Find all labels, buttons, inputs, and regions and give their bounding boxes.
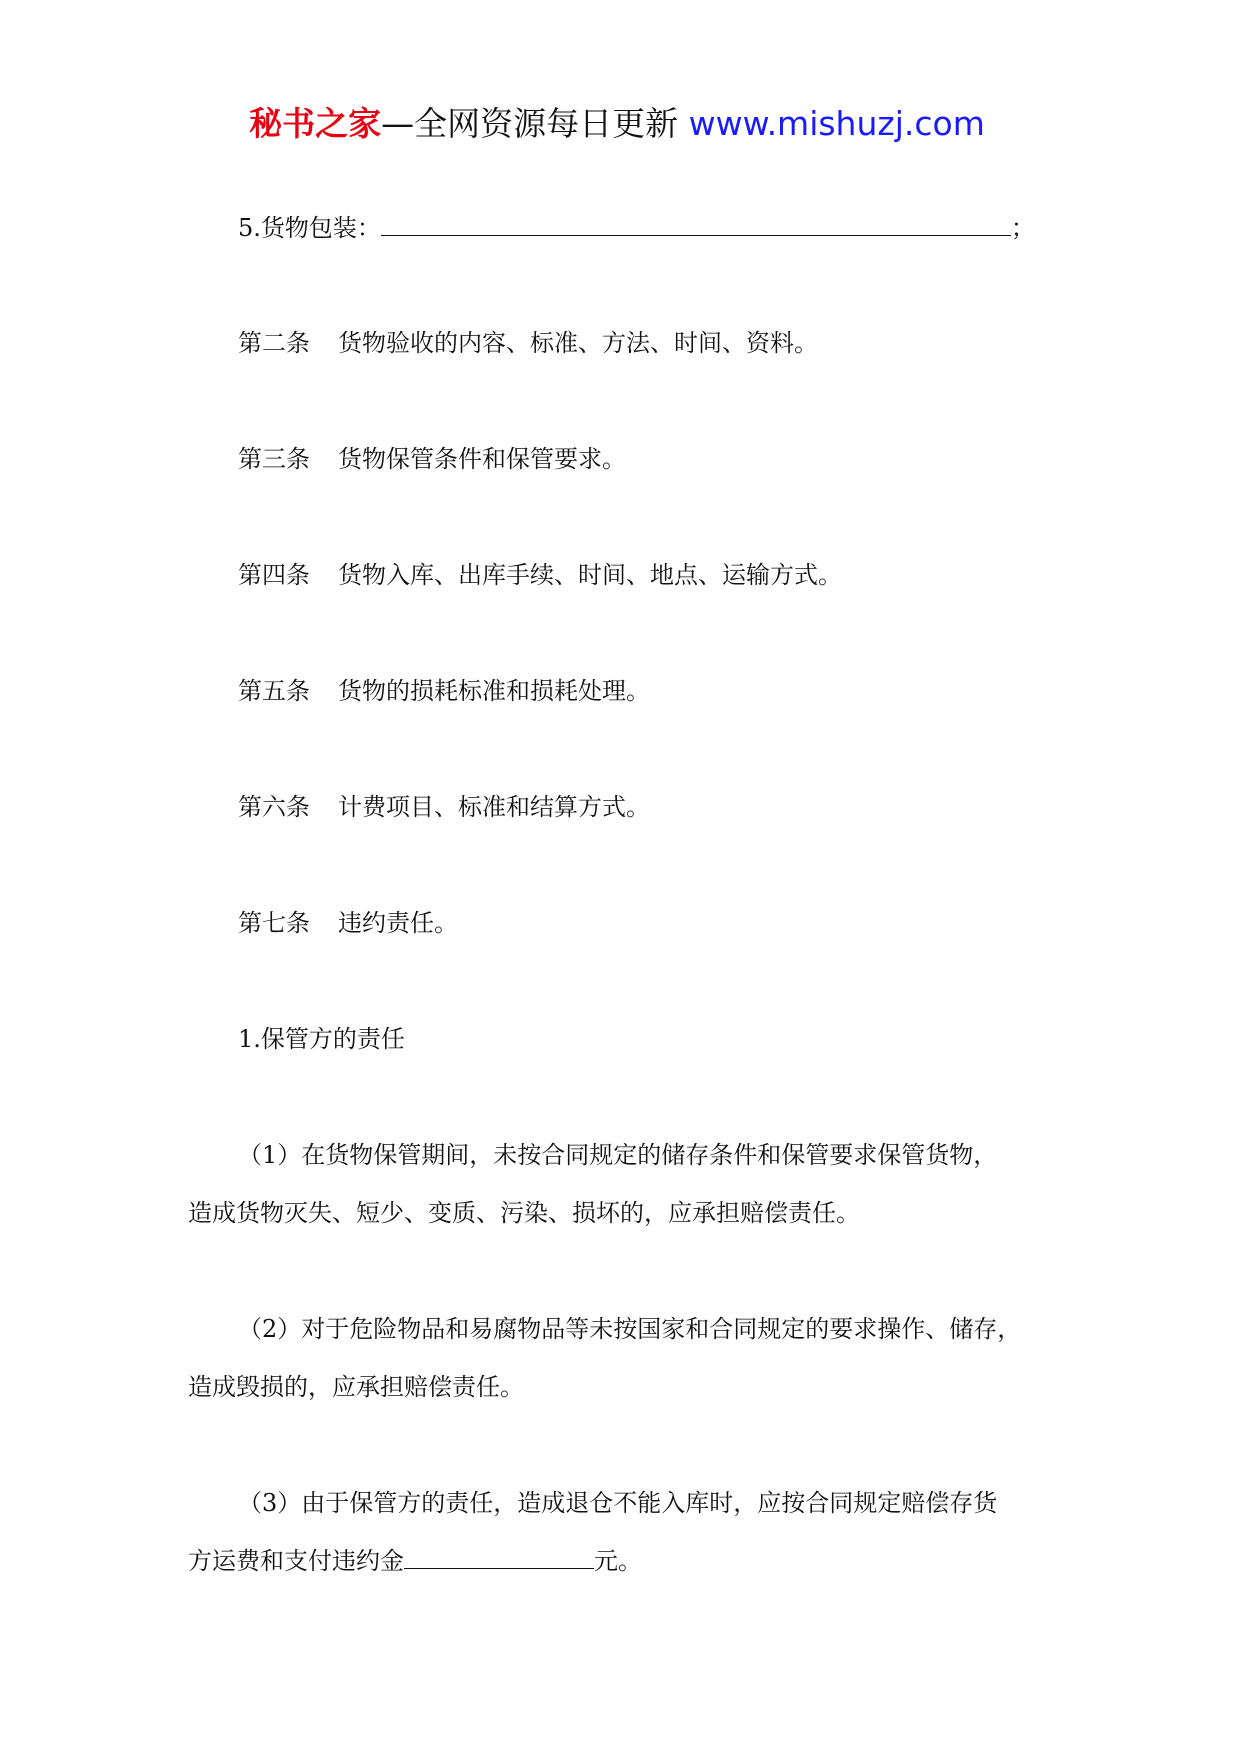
- custodian-responsibility-heading: 1.保管方的责任: [238, 1025, 405, 1053]
- clause-1-line-1: （1）在货物保管期间，未按合同规定的储存条件和保管要求保管货物，: [238, 1141, 998, 1169]
- article-number: 第五条: [238, 677, 310, 705]
- article-text: 货物验收的内容、标准、方法、时间、资料。: [338, 329, 818, 357]
- article-6: [238, 789, 650, 825]
- article-text: 货物保管条件和保管要求。: [338, 445, 626, 473]
- item-5-packaging: [238, 210, 1035, 246]
- article-number: 第七条: [238, 909, 310, 937]
- clause-3-line-1: （3）由于保管方的责任，造成退仓不能入库时，应按合同规定赔偿存货: [238, 1489, 998, 1517]
- packaging-blank-field[interactable]: [381, 213, 1011, 236]
- article-number: 第四条: [238, 561, 310, 589]
- article-text: 货物的损耗标准和损耗处理。: [338, 677, 650, 705]
- article-text: 违约责任。: [338, 909, 458, 937]
- clause-1-line-2: 造成货物灭失、短少、变质、污染、损坏的，应承担赔偿责任。: [188, 1199, 860, 1227]
- article-2: [238, 325, 818, 361]
- site-header: [0, 100, 1234, 148]
- penalty-amount-blank-field[interactable]: [404, 1546, 594, 1569]
- header-slogan: —全网资源每日更新: [381, 104, 689, 143]
- article-text: 计费项目、标准和结算方式。: [338, 793, 650, 821]
- clause-3-line-2: [188, 1543, 642, 1579]
- article-number: 第六条: [238, 793, 310, 821]
- article-text: 货物入库、出库手续、时间、地点、运输方式。: [338, 561, 842, 589]
- article-number: 第二条: [238, 329, 310, 357]
- clause-2-line-1: （2）对于危险物品和易腐物品等未按国家和合同规定的要求操作、储存，: [238, 1315, 1022, 1343]
- clause-3-text-after: 元。: [594, 1547, 642, 1575]
- article-7: [238, 905, 458, 941]
- article-number: 第三条: [238, 445, 310, 473]
- article-5: [238, 673, 650, 709]
- article-4: [238, 557, 842, 593]
- article-3: [238, 441, 626, 477]
- item-5-end: ；: [1010, 214, 1035, 242]
- brand-name: 秘书之家: [249, 104, 382, 143]
- clause-3-text-before: 方运费和支付违约金: [188, 1547, 404, 1575]
- site-url-link[interactable]: www.mishuzj.com: [688, 104, 985, 143]
- item-5-label: 5.货物包装：: [238, 214, 381, 242]
- clause-2-line-2: 造成毁损的，应承担赔偿责任。: [188, 1373, 524, 1401]
